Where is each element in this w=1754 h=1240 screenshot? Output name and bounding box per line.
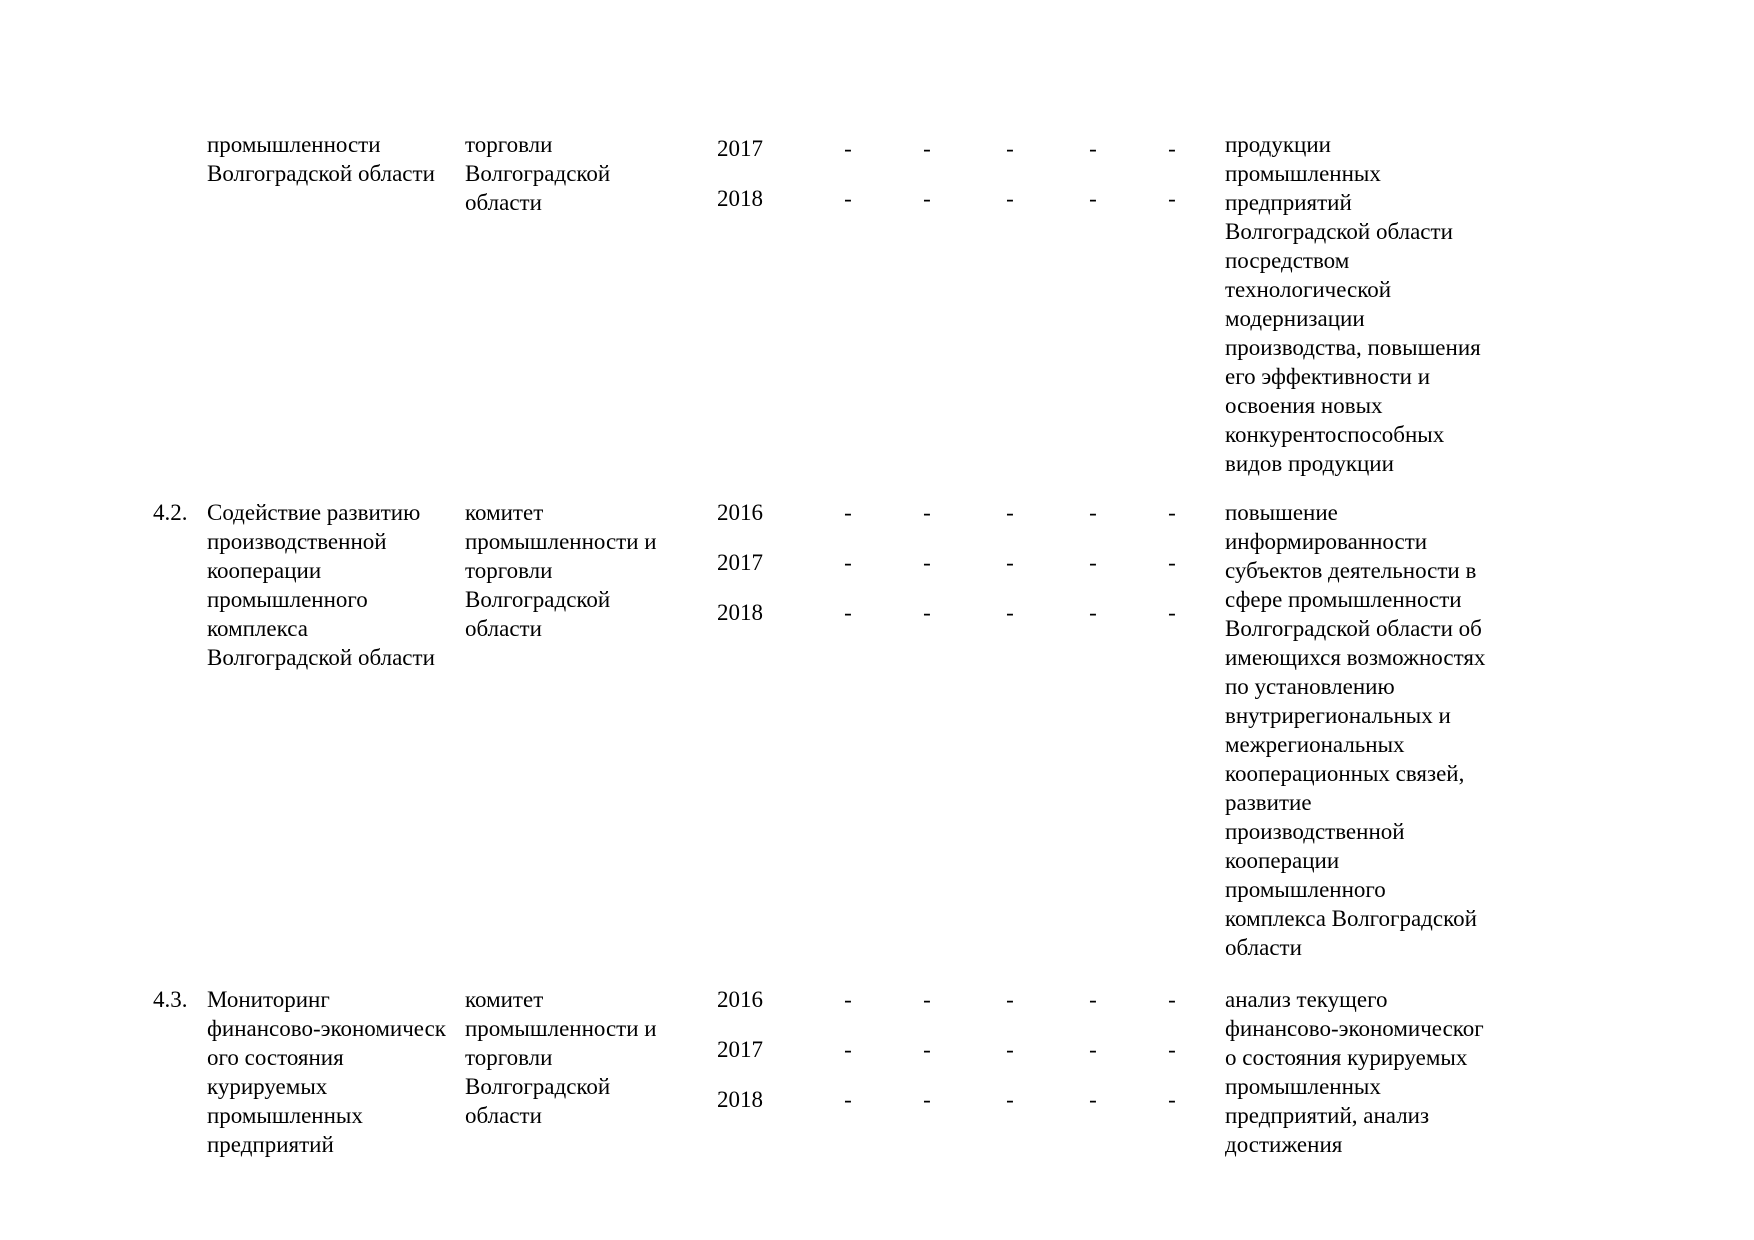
row-number: 4.3. (153, 987, 188, 1012)
amount-cell: - (1006, 136, 1014, 161)
activity-name-line: кооперации (207, 558, 322, 583)
amount-cell: - (1168, 1087, 1176, 1112)
amount-cell: - (1168, 1037, 1176, 1062)
expected-result-line: его эффективности и (1225, 364, 1431, 389)
amount-cell: - (1006, 550, 1014, 575)
expected-result-line: конкурентоспособных (1225, 422, 1445, 447)
executor-cell (465, 498, 680, 643)
amount-cell: - (844, 500, 852, 525)
year-value: 2016 (717, 987, 763, 1012)
activity-name-line: промышленных (207, 1103, 363, 1128)
amount-cell: - (923, 500, 931, 525)
amount-cell: - (1168, 186, 1176, 211)
executor-line: Волгоградской (465, 161, 611, 186)
amount-cell: - (1089, 500, 1097, 525)
activity-name-line: комплекса (207, 616, 308, 641)
expected-result-line: развитие (1225, 790, 1312, 815)
executor-line: торговли (465, 1045, 553, 1070)
executor-line: Волгоградской (465, 1074, 611, 1099)
activity-name-line: предприятий (207, 1132, 334, 1157)
amount-cell: - (1089, 136, 1097, 161)
expected-result-line: кооперационных связей, (1225, 761, 1465, 786)
year-subrow (717, 1035, 1217, 1064)
row-number: 4.2. (153, 500, 188, 525)
amount-cell: - (1168, 600, 1176, 625)
expected-result-line: комплекса Волгоградской (1225, 906, 1477, 931)
amount-cell: - (844, 987, 852, 1012)
expected-result-line: межрегиональных (1225, 732, 1405, 757)
amount-cell: - (923, 1037, 931, 1062)
activity-name-line: курируемых (207, 1074, 328, 1099)
amount-cell: - (1006, 500, 1014, 525)
year-subrow (717, 498, 1217, 527)
amount-cell: - (1168, 500, 1176, 525)
expected-results-cell (1225, 130, 1570, 478)
expected-result-line: видов продукции (1225, 451, 1394, 476)
expected-result-line: достижения (1225, 1132, 1343, 1157)
expected-result-line: сфере промышленности (1225, 587, 1462, 612)
executor-line: области (465, 616, 542, 641)
expected-result-line: финансово-экономическог (1225, 1016, 1484, 1041)
activity-name-line: ого состояния (207, 1045, 344, 1070)
activity-name-cell (207, 985, 469, 1159)
activity-name-line: Содействие развитию (207, 500, 421, 525)
executor-line: комитет (465, 500, 544, 525)
expected-result-line: промышленного (1225, 877, 1386, 902)
expected-result-line: производства, повышения (1225, 335, 1481, 360)
year-subrow (717, 598, 1217, 627)
year-subrow (717, 184, 1217, 213)
amount-cell: - (923, 987, 931, 1012)
amount-cell: - (1089, 1037, 1097, 1062)
year-value: 2017 (717, 1037, 763, 1062)
year-value: 2018 (717, 186, 763, 211)
amount-cell: - (844, 600, 852, 625)
year-subrow (717, 134, 1217, 163)
activity-name-cell (207, 498, 469, 672)
activity-name-line: производственной (207, 529, 387, 554)
amount-cell: - (923, 1087, 931, 1112)
activity-name-line: Волгоградской области (207, 161, 435, 186)
activity-name-line: промышленного (207, 587, 368, 612)
amount-cell: - (1006, 186, 1014, 211)
year-value: 2016 (717, 500, 763, 525)
activity-name-line: Мониторинг (207, 987, 330, 1012)
executor-line: области (465, 1103, 542, 1128)
year-value: 2018 (717, 600, 763, 625)
year-value: 2018 (717, 1087, 763, 1112)
amount-cell: - (923, 136, 931, 161)
expected-result-line: информированности (1225, 529, 1428, 554)
amount-cell: - (1006, 1037, 1014, 1062)
amount-cell: - (1089, 186, 1097, 211)
amount-cell: - (844, 186, 852, 211)
expected-result-line: освоения новых (1225, 393, 1383, 418)
amount-cell: - (1089, 600, 1097, 625)
amount-cell: - (923, 186, 931, 211)
expected-result-line: внутрирегиональных и (1225, 703, 1451, 728)
amount-cell: - (1089, 1087, 1097, 1112)
expected-result-line: продукции (1225, 132, 1331, 157)
expected-result-line: области (1225, 935, 1302, 960)
executor-cell (465, 985, 680, 1130)
year-subrow (717, 1085, 1217, 1114)
expected-result-line: кооперации (1225, 848, 1340, 873)
amount-cell: - (923, 550, 931, 575)
expected-result-line: технологической (1225, 277, 1392, 302)
amount-cell: - (844, 550, 852, 575)
year-subrow (717, 985, 1217, 1014)
expected-result-line: промышленных (1225, 1074, 1381, 1099)
activity-name-line: финансово-экономическ (207, 1016, 446, 1041)
executor-line: Волгоградской (465, 587, 611, 612)
executor-line: промышленности и (465, 529, 657, 554)
amount-cell: - (844, 1087, 852, 1112)
expected-result-line: посредством (1225, 248, 1350, 273)
activity-name-cell (207, 130, 469, 188)
amount-cell: - (1089, 987, 1097, 1012)
amount-cell: - (844, 1037, 852, 1062)
executor-line: области (465, 190, 542, 215)
expected-result-line: о состояния курируемых (1225, 1045, 1468, 1070)
expected-result-line: анализ текущего (1225, 987, 1388, 1012)
expected-results-cell (1225, 498, 1570, 962)
expected-result-line: по установлению (1225, 674, 1395, 699)
amount-cell: - (1089, 550, 1097, 575)
amount-cell: - (1168, 136, 1176, 161)
amount-cell: - (1006, 600, 1014, 625)
expected-result-line: повышение (1225, 500, 1338, 525)
expected-result-line: Волгоградской области (1225, 219, 1453, 244)
expected-result-line: производственной (1225, 819, 1405, 844)
executor-line: торговли (465, 558, 553, 583)
year-value: 2017 (717, 136, 763, 161)
amount-cell: - (1006, 1087, 1014, 1112)
expected-result-line: предприятий (1225, 190, 1352, 215)
expected-result-line: Волгоградской области об (1225, 616, 1482, 641)
executor-cell (465, 130, 680, 217)
amount-cell: - (1168, 550, 1176, 575)
executor-line: комитет (465, 987, 544, 1012)
year-subrow (717, 548, 1217, 577)
executor-line: торговли (465, 132, 553, 157)
amount-cell: - (1168, 987, 1176, 1012)
amount-cell: - (923, 600, 931, 625)
expected-results-cell (1225, 985, 1570, 1159)
executor-line: промышленности и (465, 1016, 657, 1041)
activity-name-line: промышленности (207, 132, 381, 157)
expected-result-line: модернизации (1225, 306, 1365, 331)
activity-name-line: Волгоградской области (207, 645, 435, 670)
year-value: 2017 (717, 550, 763, 575)
amount-cell: - (1006, 987, 1014, 1012)
expected-result-line: субъектов деятельности в (1225, 558, 1477, 583)
amount-cell: - (844, 136, 852, 161)
expected-result-line: предприятий, анализ (1225, 1103, 1430, 1128)
expected-result-line: промышленных (1225, 161, 1381, 186)
expected-result-line: имеющихся возможностях (1225, 645, 1486, 670)
